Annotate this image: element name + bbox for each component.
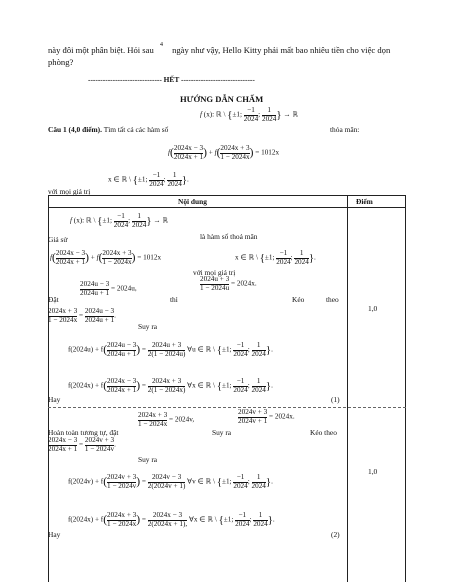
table-top-border	[48, 195, 406, 196]
question-label-line	[48, 125, 168, 134]
score-row-2: 1,0	[368, 467, 378, 476]
intro-text-b: ngày như vậy, Hello Kitty phải mất bao nhiêu tiền cho việc dọn	[172, 45, 391, 55]
substitution-v: $\frac{2024x + 3}{1 - 2024x}$ = 2024v,	[138, 411, 195, 428]
hay-1: Hay	[48, 395, 61, 404]
substitution-u: $\frac{2024u - 3}{2024u + 1}$ = 2024u,	[80, 280, 137, 297]
dat-text: Đặt	[48, 295, 59, 304]
table-left-border	[48, 195, 49, 582]
eq-in-v: f(2024v) + f( $\frac{2024v + 3}{1 - 2024v}$ ) = $\frac{2024v - 3}{2(2024v + 1)}$ ∀v ∈ ℝ \ {±1; $\frac{-1}{2024}$ ; $\frac{1}{2024}$ }.	[68, 473, 273, 490]
eq-in-x: f(2024x) + f( $\frac{2024x - 3}{2024x + 1}$ ) = $\frac{2024x + 3}{2(1 - 2024x)}$ ∀x ∈ ℝ \ {±1; $\frac{-1}{2024}$ ; $\frac{1}{2024}$ }.	[68, 377, 273, 394]
theo-text: theo	[326, 295, 339, 304]
is-func-text: là hàm số thoả mãn	[200, 232, 258, 241]
sol-domain-set: x ∈ ℝ \ {±1; $\frac{-1}{2024}$ ; $\frac{1}{2024}$ }.	[235, 249, 316, 266]
intro-line-2: phòng?	[48, 57, 74, 67]
exponent-4: 4	[159, 41, 164, 48]
implication-eq: $\frac{2024x + 3}{1 - 2024x}$ = $\frac{2024u - 3}{2024u + 1}$ .	[48, 307, 116, 324]
eq-in-u: f(2024u) + f( $\frac{2024u - 3}{2024u + 1}$ ) = $\frac{2024u + 3}{2(1 - 2024u)}$ ∀u ∈ ℝ \ {±1; $\frac{-1}{2024}$ ; $\frac{1}{2024}$ }.	[68, 341, 273, 358]
table-col-divider	[347, 195, 348, 582]
question-label: Câu 1 (4,0 điểm).	[48, 125, 102, 134]
sol-function-mapping: f (x): ℝ \ {±1; $\frac{-1}{2024}$ ; $\frac{1}{2024}$ } → ℝ	[70, 212, 169, 229]
eq-in-x-2: f(2024x) + f( $\frac{2024x + 3}{1 - 2024x}$ ) = $\frac{2024x - 3}{2(2024x + 1),}$ ∀x ∈ ℝ \ {±1; $\frac{-1}{2024}$ ; $\frac{1}{2024}$ }.	[68, 511, 275, 528]
table-header-border	[48, 207, 406, 208]
suy-ra-3: Suy ra	[138, 455, 158, 464]
implication-eq-2: $\frac{2024x - 3}{2024x + 1}$ = $\frac{2024v + 3}{1 - 2024v}$ .	[48, 436, 116, 453]
hay-2: Hay	[48, 530, 61, 539]
question-tail: thỏa mãn:	[330, 125, 360, 134]
keo-theo-2: Kéo theo	[310, 428, 337, 437]
question-text: Tìm tất cả các hàm số	[103, 125, 169, 134]
similar-text: Hoàn toàn tương tự, đặt	[48, 428, 119, 437]
domain-set: x ∈ ℝ \ {±1; $\frac{-1}{2024}$ ; $\frac{1}{2024}$ }.	[108, 171, 189, 188]
keo-text: Kéo	[292, 295, 305, 304]
substitution-x: $\frac{2024u + 3}{1 - 2024u}$ = 2024x.	[200, 275, 257, 292]
eq-label-2: (2)	[331, 530, 340, 539]
score-row-1: 1,0	[368, 304, 378, 313]
thi-text: thì	[170, 295, 178, 304]
section-title: HƯỚNG DẪN CHẤM	[180, 94, 264, 104]
function-mapping: f (x): ℝ \ {±1; $\frac{-1}{2024}$ ; $\frac{1}{2024}$ } → ℝ	[200, 106, 299, 123]
suy-ra-2: Suy ra	[212, 428, 232, 437]
eq-label-1: (1)	[331, 395, 340, 404]
end-marker: ------------------------------ HẾT ------------------------------	[88, 75, 255, 84]
col-header-score: Điểm	[356, 197, 373, 206]
main-equation: f( $\frac{2024x - 3}{2024x + 1}$ ) + f( $\frac{2024x + 3}{1 - 2024x}$ ) = 1012x	[168, 144, 280, 161]
suy-ra-1: Suy ra	[138, 322, 158, 331]
col-header-content: Nội dung	[178, 197, 207, 206]
intro-line-1	[48, 41, 391, 55]
sol-for-all: với mọi giá trị	[193, 268, 236, 277]
sol-equation: f( $\frac{2024x - 3}{2024x + 1}$ ) + f( $\frac{2024x + 3}{1 - 2024x}$ ) = 1012x	[50, 249, 162, 266]
suppose-text: Giả sử	[48, 235, 68, 244]
substitution-x2: $\frac{2024v + 3}{2024v + 1}$ = 2024x.	[238, 408, 295, 425]
row-divider	[48, 407, 406, 408]
intro-text-a: này đôi một phân biệt. Hỏi sau	[48, 45, 154, 55]
table-right-border	[405, 195, 406, 582]
for-all-text: với mọi giá trị	[48, 187, 91, 196]
